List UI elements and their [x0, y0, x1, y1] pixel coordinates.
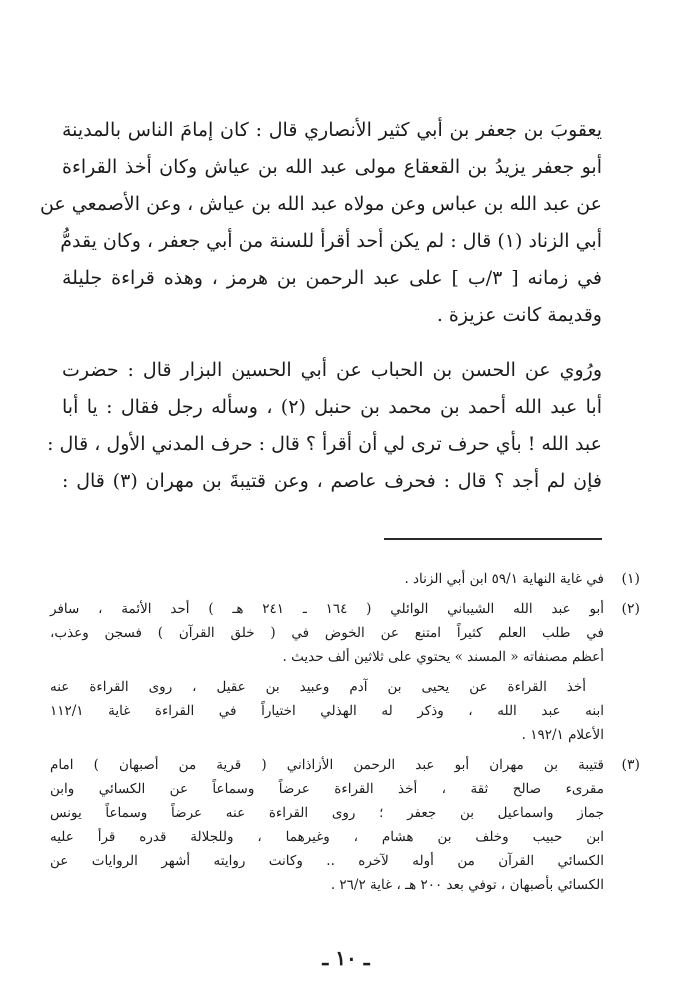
footnote-3: [50, 753, 640, 897]
footnote-line: أخذ القراءة عن يحيى بن آدم وعبيد بن عقيل ، روى القراءة عنه: [50, 679, 586, 695]
footnotes: [50, 567, 640, 903]
footnote-line: مقرىء صالح ثقة ، أخذ القراءة عرضاً وسماعاً عن الكسائي وابن: [50, 781, 604, 797]
footnote-line: ابن حبيب وخلف بن هشام ، وغيرهما ، وللجلالة قدره قرأ عليه: [50, 829, 604, 845]
text-line: عن عبد الله بن عباس وعن مولاه عبد الله بن عياش ، وعن الأصمعي عن: [39, 193, 602, 215]
page-number: ـ ١٠ ـ: [322, 946, 370, 970]
paragraph-1: [39, 112, 602, 334]
footnote-number: (٣): [621, 757, 640, 773]
footnote-line: الأعلام ١٩٢/١ .: [521, 727, 604, 743]
text-line: وقديمة كانت عزيزة .: [436, 304, 602, 326]
footnote-number: (١): [621, 571, 640, 587]
footnote-line: في طلب العلم كثيراً امتنع عن الخوض في ( خلق القرآن ) فسجن وعذب،: [50, 625, 604, 641]
text-line: أبا عبد الله أحمد بن محمد بن حنبل (٢) ، وسأله رجل فقال : يا أبا: [62, 396, 602, 418]
paragraph-2: [47, 352, 602, 500]
text-line: ورُوي عن الحسن بن الحباب عن أبي الحسين البزار قال : حضرت: [62, 359, 602, 381]
footnote-2: [50, 597, 640, 747]
footnote-1: [50, 567, 640, 591]
footnote-line: الكسائي بأصبهان ، توفي بعد ٢٠٠ هـ ، غاية ٢٦/٢ .: [330, 877, 604, 893]
text-line: في زمانه [ ٣/ب ] على عبد الرحمن بن هرمز ، وهذه قراءة جليلة: [62, 267, 602, 289]
footnote-body: [50, 567, 604, 591]
footnote-line: أبو عبد الله الشيباني الوائلي ( ١٦٤ ـ ٢٤١ هـ ) أحد الأئمة ، سافر: [50, 601, 604, 617]
paragraph-gap: [62, 334, 602, 352]
text-line: أبي الزناد (١) قال : لم يكن أحد أقرأ للسنة من أبي جعفر ، وكان يقدمُّ: [60, 230, 602, 252]
footnote-line: ابنه عبد الله ، وذكر له الهذلي اختياراً في القراءة غاية ١١٢/١: [50, 703, 604, 719]
text-line: فإن لم أجد ؟ قال : فحرف عاصم ، وعن قتيبةَ بن مهران (٣) قال :: [62, 470, 602, 492]
footnote-number: (٢): [621, 601, 640, 617]
footnote-line: جماز واسماعيل بن جعفر ؛ روى القراءة عنه عرضاً وسماعاً يونس: [50, 805, 604, 821]
footnote-subparagraph: [50, 675, 604, 747]
footnote-line: أعظم مصنفاته « المسند » يحتوي على ثلاثين ألف حديث .: [282, 649, 604, 665]
footnote-body: [50, 753, 604, 897]
text-line: أبو جعفر يزيدُ بن القعقاع مولى عبد الله بن عياش وكان أخذ القراءة: [62, 156, 602, 178]
footnote-line: الكسائي القرآن من أوله لآخره .. وكانت روايته أشهر الروايات عن: [50, 853, 604, 869]
text-line: يعقوبَ بن جعفر بن أبي كثير الأنصاري قال : كان إمامَ الناس بالمدينة: [62, 119, 602, 141]
text-line: عبد الله ! بأي حرف ترى لي أن أقرأ ؟ قال : حرف المدني الأول ، قال :: [47, 433, 602, 455]
footnote-line: قتيبة بن مهران أبو عبد الرحمن الأزاذاني ( قرية من أصبهان ) امام: [50, 757, 604, 773]
footnote-divider: [384, 538, 602, 540]
footnote-line: في غاية النهاية ٥٩/١ ابن أبي الزناد .: [404, 571, 604, 587]
footnote-body: [50, 597, 604, 747]
main-text: [39, 112, 602, 500]
